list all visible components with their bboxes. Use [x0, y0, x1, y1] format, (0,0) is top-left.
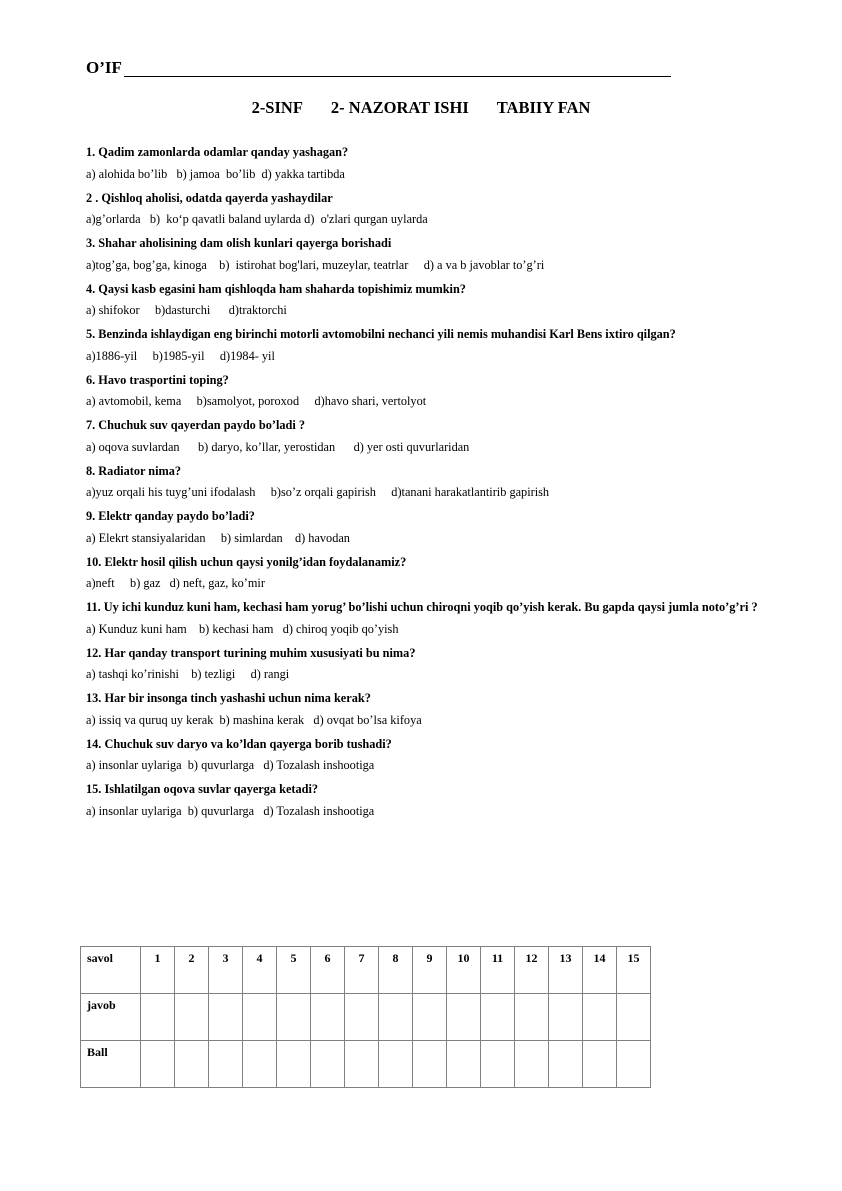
score-cell[interactable] [175, 1041, 209, 1088]
question-number: 13 [549, 947, 583, 994]
row-label-javob: javob [81, 994, 141, 1041]
question-text: 4. Qaysi kasb egasini ham qishloqda ham shaharda topishimiz mumkin? [86, 281, 466, 296]
answer-cell[interactable] [209, 994, 243, 1041]
question-number: 14 [583, 947, 617, 994]
question-number: 4 [243, 947, 277, 994]
answer-options: a) oqova suvlardan b) daryo, ko’llar, yerostidan d) yer osti quvurlaridan [86, 439, 470, 454]
question-text: 2 . Qishloq aholisi, odatda qayerda yashaydilar [86, 190, 333, 205]
question-text: 9. Elektr qanday paydo bo’ladi? [86, 509, 255, 523]
score-cell[interactable] [345, 1041, 379, 1088]
question-number: 12 [515, 947, 549, 994]
answer-options: a)1886-yil b)1985-yil d)1984- yil [86, 348, 275, 363]
question-list [86, 140, 786, 823]
page-title [0, 98, 842, 118]
answer-options: a)tog’ga, bog’ga, kinoga b) istirohat bog'lari, muzeylar, teatrlar d) a va b javoblar to’g’ri [86, 257, 545, 272]
question-text: 3. Shahar aholisining dam olish kunlari qayerga borishadi [86, 236, 392, 250]
answer-cell[interactable] [617, 994, 651, 1041]
question-text: 8. Radiator nima? [86, 463, 182, 478]
answer-table [80, 946, 651, 1088]
row-label-savol: savol [81, 947, 141, 994]
answer-options: a) tashqi ko’rinishi b) tezligi d) rangi [86, 667, 290, 681]
answer-options: a) insonlar uylariga b) quvurlarga d) Tozalash inshootiga [86, 758, 375, 772]
question-text: 10. Elektr hosil qilish uchun qaysi yonilg’idan foydalanamiz? [86, 554, 407, 569]
answer-cell[interactable] [243, 994, 277, 1041]
score-cell[interactable] [277, 1041, 311, 1088]
question-text: 14. Chuchuk suv daryo va ko’ldan qayerga borib tushadi? [86, 736, 392, 751]
answer-options: a) insonlar uylariga b) quvurlarga d) Tozalash inshootiga [86, 803, 375, 818]
answer-cell[interactable] [447, 994, 481, 1041]
answer-options: a) avtomobil, kema b)samolyot, poroxod d)havo shari, vertolyot [86, 394, 427, 408]
answer-options: a) Kunduz kuni ham b) kechasi ham d) chiroq yoqib qo’yish [86, 621, 399, 636]
question-text: 1. Qadim zamonlarda odamlar qanday yashagan? [86, 145, 349, 159]
score-cell[interactable] [209, 1041, 243, 1088]
oif-name-line [124, 76, 671, 77]
table-row-javob [81, 994, 651, 1041]
question-number: 9 [413, 947, 447, 994]
answer-cell[interactable] [379, 994, 413, 1041]
question-text: 12. Har qanday transport turining muhim xususiyati bu nima? [86, 645, 416, 660]
question-text: 11. Uy ichi kunduz kuni ham, kechasi ham yorug’ bo’lishi uchun chiroqni yoqib qo’yish kerak. Bu gapda qaysi jumla noto’g’ri ? [86, 600, 758, 614]
answer-options: a) shifokor b)dasturchi d)traktorchi [86, 303, 287, 317]
question-number: 8 [379, 947, 413, 994]
score-cell[interactable] [583, 1041, 617, 1088]
answer-cell[interactable] [413, 994, 447, 1041]
question-number: 6 [311, 947, 345, 994]
score-cell[interactable] [549, 1041, 583, 1088]
question-number: 10 [447, 947, 481, 994]
question-number: 2 [175, 947, 209, 994]
score-cell[interactable] [617, 1041, 651, 1088]
answer-cell[interactable] [515, 994, 549, 1041]
answer-cell[interactable] [481, 994, 515, 1041]
question-number: 5 [277, 947, 311, 994]
question-number: 3 [209, 947, 243, 994]
title-test: 2- NAZORAT ISHI [330, 98, 469, 117]
table-row-ball [81, 1041, 651, 1088]
answer-cell[interactable] [345, 994, 379, 1041]
answer-cell[interactable] [175, 994, 209, 1041]
answer-options: a)yuz orqali his tuyg’uni ifodalash b)so’z orqali gapirish d)tanani harakatlantirib gapirish [86, 485, 550, 499]
question-text: 13. Har bir insonga tinch yashashi uchun nima kerak? [86, 691, 371, 705]
answer-options: a) Elekrt stansiyalaridan b) simlardan d) havodan [86, 530, 350, 545]
question-number: 7 [345, 947, 379, 994]
question-text: 15. Ishlatilgan oqova suvlar qayerga ketadi? [86, 782, 319, 796]
answer-options: a)g’orlarda b) ko‘p qavatli baland uylarda d) o'zlari qurgan uylarda [86, 212, 428, 226]
score-cell[interactable] [515, 1041, 549, 1088]
question-text: 7. Chuchuk suv qayerdan paydo bo’ladi ? [86, 418, 306, 432]
score-cell[interactable] [413, 1041, 447, 1088]
answer-cell[interactable] [583, 994, 617, 1041]
question-number: 15 [617, 947, 651, 994]
score-cell[interactable] [311, 1041, 345, 1088]
answer-cell[interactable] [549, 994, 583, 1041]
score-cell[interactable] [447, 1041, 481, 1088]
title-grade: 2-SINF [251, 98, 303, 117]
answer-cell[interactable] [141, 994, 175, 1041]
score-cell[interactable] [141, 1041, 175, 1088]
table-row-savol [81, 947, 651, 994]
answer-cell[interactable] [277, 994, 311, 1041]
row-label-ball: Ball [81, 1041, 141, 1088]
score-cell[interactable] [379, 1041, 413, 1088]
question-number: 11 [481, 947, 515, 994]
answer-options: a)neft b) gaz d) neft, gaz, ko’mir [86, 576, 265, 590]
score-cell[interactable] [481, 1041, 515, 1088]
oif-label: O’IF [86, 58, 122, 77]
answer-options: a) issiq va quruq uy kerak b) mashina kerak d) ovqat bo’lsa kifoya [86, 712, 422, 727]
answer-cell[interactable] [311, 994, 345, 1041]
title-subject: TABIIY FAN [496, 98, 591, 117]
question-text: 5. Benzinda ishlaydigan eng birinchi motorli avtomobilni nechanci yili nemis muhandisi Karl Bens ixtiro qilgan? [86, 327, 676, 341]
question-number: 1 [141, 947, 175, 994]
question-text: 6. Havo trasportini toping? [86, 372, 229, 387]
answer-options: a) alohida bo’lib b) jamoa bo’lib d) yakka tartibda [86, 166, 345, 181]
score-cell[interactable] [243, 1041, 277, 1088]
